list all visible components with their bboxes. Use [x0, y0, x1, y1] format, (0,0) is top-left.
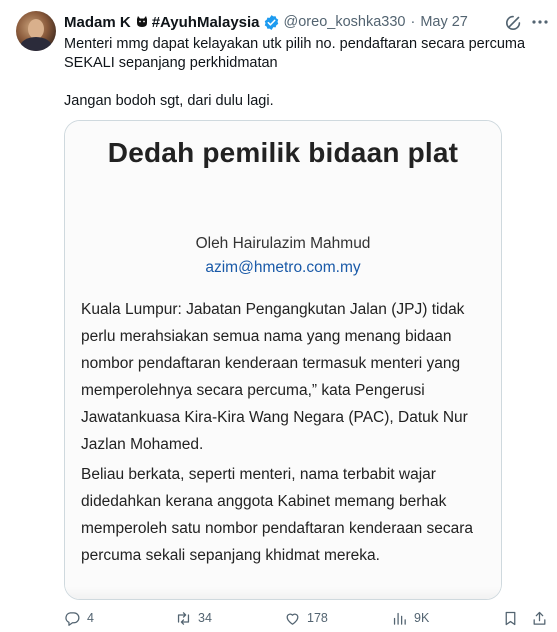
tweet-text-line: Jangan bodoh sgt, dari dulu lagi. [64, 93, 274, 109]
like-count: 178 [307, 611, 328, 625]
avatar-body [20, 37, 52, 51]
article-paragraph: Beliau berkata, seperti menteri, nama terbabit wajar didedahkan kerana anggota Kabinet memang berhak memperoleh satu nombor pendaftaran kenderaan secara percuma sekali sepanjang khidmat mereka. [81, 466, 474, 564]
views-button[interactable] [391, 608, 429, 628]
tweet-header [64, 12, 468, 32]
news-clipping [65, 121, 501, 599]
tweet-text-line: Menteri mmg dapat kelayakan utk pilih no. pendaftaran secara percuma [64, 36, 526, 52]
bookmark-button[interactable] [502, 608, 519, 628]
like-button[interactable] [284, 608, 328, 628]
share-button[interactable] [531, 608, 548, 628]
separator-dot: · [410, 14, 416, 30]
tweet-text-line: SEKALI sepanjang perkhidmatan [64, 55, 278, 71]
article-byline: Oleh Hairulazim Mahmud [195, 235, 371, 252]
verified-badge-icon[interactable] [263, 14, 280, 31]
cat-icon [135, 15, 149, 29]
avatar[interactable] [16, 11, 56, 51]
bookmark-icon [502, 610, 519, 627]
article-email: azim@hmetro.com.my [205, 259, 361, 276]
reply-count: 4 [87, 611, 94, 625]
image-bottom-edge [65, 587, 501, 599]
reply-icon [64, 610, 81, 627]
retweet-count: 34 [198, 611, 212, 625]
share-icon [531, 610, 548, 627]
views-icon [391, 610, 408, 627]
user-handle[interactable]: @oreo_koshka330 [283, 14, 406, 30]
tweet-text [64, 35, 544, 111]
article-paragraph: Kuala Lumpur: Jabatan Pengangkutan Jalan (JPJ) tidak perlu merahsiakan semua nama yang menang bidaan nombor pendaftaran kenderaan termasuk menteri yang memperolehnya secara percuma,” kata Pengerusi Jawatankuasa Kira-Kira Wang Negara (PAC), Datuk Nur Jazlan Mohamed. [81, 301, 468, 453]
views-count: 9K [414, 611, 430, 625]
display-name[interactable]: Madam K [64, 13, 131, 31]
heart-icon [284, 610, 301, 627]
more-icon[interactable] [530, 13, 550, 31]
name-hashtag[interactable]: #AyuhMalaysia [151, 13, 260, 31]
retweet-icon [175, 610, 192, 627]
tweet-date[interactable]: May 27 [420, 14, 468, 30]
reply-button[interactable] [64, 608, 94, 628]
retweet-button[interactable] [175, 608, 212, 628]
grok-icon[interactable] [505, 13, 523, 31]
attached-image[interactable] [64, 120, 502, 600]
avatar-face [28, 19, 44, 39]
action-bar [64, 608, 550, 628]
article-headline: Dedah pemilik bidaan plat [107, 137, 459, 168]
